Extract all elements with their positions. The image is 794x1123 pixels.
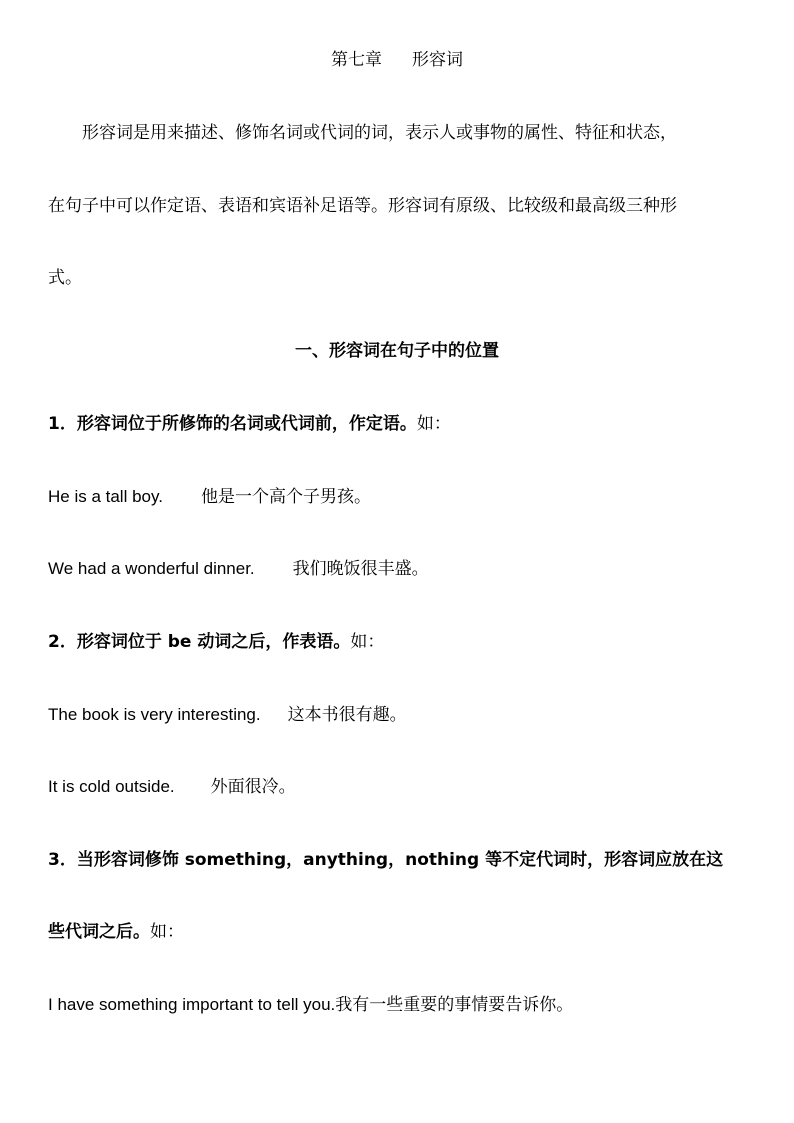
example-chinese: 这本书很有趣。 <box>287 705 407 725</box>
example-row <box>48 703 748 727</box>
rule-2 <box>48 630 748 654</box>
example-chinese: 我有一些重要的事情要告诉你。 <box>335 995 574 1015</box>
chapter-number: 第七章 <box>331 50 382 70</box>
intro-line-2: 在句子中可以作定语、表语和宾语补足语等。形容词有原级、比较级和最高级三种形 <box>48 196 677 216</box>
example-chinese: 我们晚饭很丰盛。 <box>292 559 429 579</box>
rule-3-text: 些代词之后。 <box>48 922 150 942</box>
example-chinese: 他是一个高个子男孩。 <box>200 487 371 507</box>
intro-line-3: 式。 <box>48 268 82 288</box>
rule-1 <box>48 412 748 436</box>
example-english: He is a tall boy. <box>48 487 163 506</box>
example-chinese: 外面很冷。 <box>210 777 296 797</box>
example-row <box>48 993 748 1017</box>
example-row <box>48 485 748 509</box>
example-row <box>48 775 748 799</box>
chapter-topic: 形容词 <box>412 50 463 70</box>
example-row <box>48 557 748 581</box>
rule-2-tail: 如： <box>350 632 385 652</box>
rule-2-text: 2．形容词位于 be 动词之后，作表语。 <box>48 632 351 652</box>
intro-line-1: 形容词是用来描述、修饰名词或代词的词，表示人或事物的属性、特征和状态， <box>82 123 677 143</box>
rule-3-tail: 如： <box>150 922 184 942</box>
example-english: It is cold outside. <box>48 777 175 796</box>
rule-3-line-2 <box>48 920 748 944</box>
example-english: We had a wonderful dinner. <box>48 559 255 578</box>
rule-1-text: 1．形容词位于所修饰的名词或代词前，作定语。 <box>48 414 417 434</box>
rule-1-tail: 如： <box>416 414 451 434</box>
rule-3-line-1: 3．当形容词修饰 something，anything，nothing 等不定代词时，形容词应放在这 <box>48 850 724 870</box>
section-heading: 一、形容词在句子中的位置 <box>295 341 499 361</box>
example-english: The book is very interesting. <box>48 705 261 724</box>
chapter-title <box>0 48 794 72</box>
example-english: I have something important to tell you. <box>48 995 336 1014</box>
